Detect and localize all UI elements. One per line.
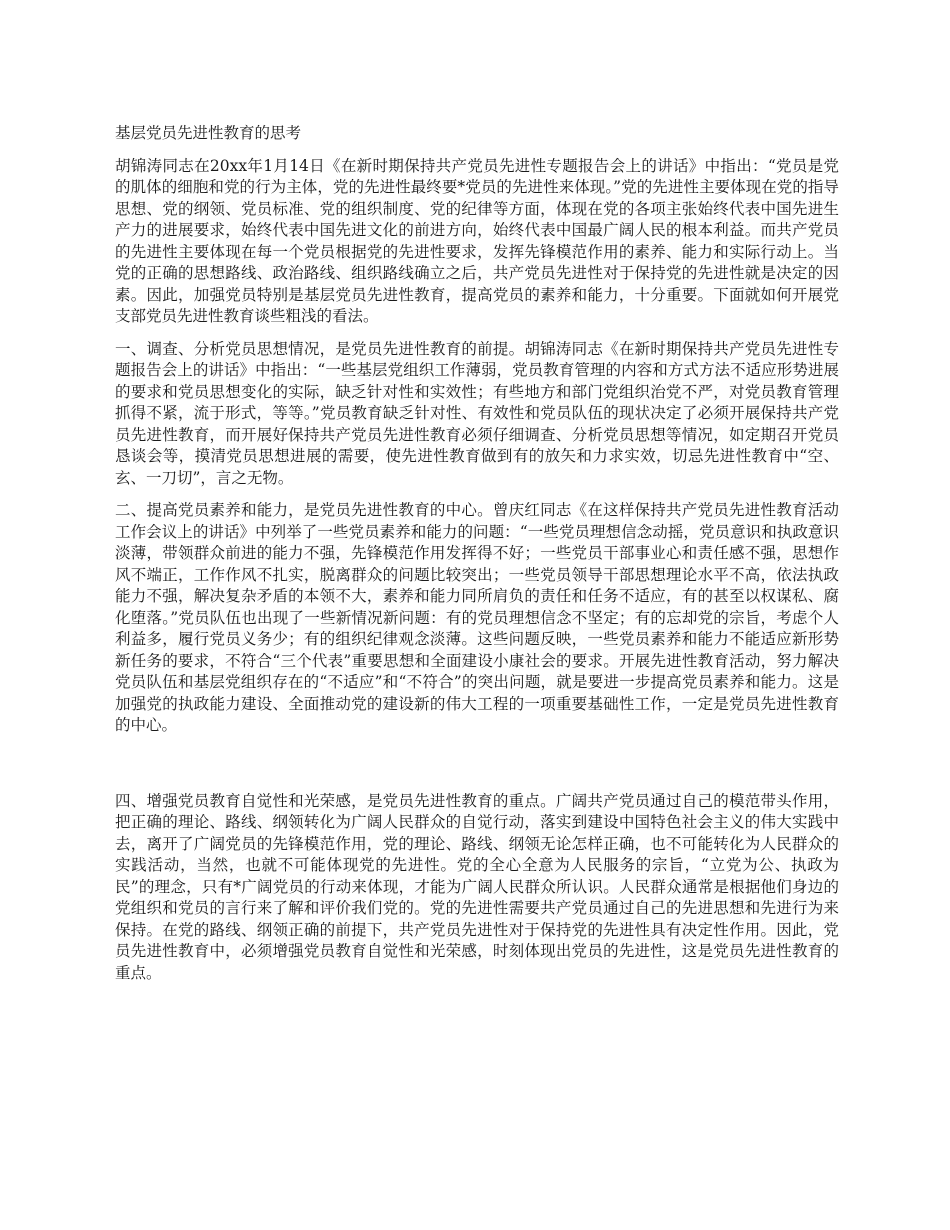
paragraph-section-2: 二、提高党员素养和能力，是党员先进性教育的中心。曾庆红同志《在这样保持共产党员先进性教育活动工作会议上的讲话》中列举了一些党员素养和能力的问题：“一些党员理想信念动摇，党员意识和执政意识淡薄，带领群众前进的能力不强，先锋模范作用发挥得不好；一些党员干部事业心和责任感不强，思想作风不端正，工作作风不扎实，脱离群众的问题比较突出；一些党员领导干部思想理论水平不高，依法执政能力不强，解决复杂矛盾的本领不大，素养和能力同所肩负的责任和任务不适应，有的甚至以权谋私、腐化堕落。”党员队伍也出现了一些新情况新问题：有的党员理想信念不坚定；有的忘却党的宗旨，考虑个人利益多，履行党员义务少；有的组织纪律观念淡薄。这些问题反映，一些党员素养和能力不能适应新形势新任务的要求，不符合“三个代表”重要思想和全面建设小康社会的要求。开展先进性教育活动，努力解决党员队伍和基层党组织存在的“不适应”和“不符合”的突出问题，就是要进一步提高党员素养和能力。这是加强党的执政能力建设、全面推动党的建设新的伟大工程的一项重要基础性工作，一定是党员先进性教育的中心。	[115, 501, 839, 734]
document-title: 基层党员先进性教育的思考	[115, 124, 302, 142]
document-body	[115, 123, 839, 995]
blank-gap	[115, 748, 839, 791]
paragraph-section-4: 四、增强党员教育自觉性和光荣感，是党员先进性教育的重点。广阔共产党员通过自己的模范带头作用，把正确的理论、路线、纲领转化为广阔人民群众的自觉行动，落实到建设中国特色社会主义的伟大实践中去，离开了广阔党员的先锋模范作用，党的理论、路线、纲领无论怎样正确，也不可能转化为人民群众的实践活动，当然，也就不可能体现党的先进性。党的全心全意为人民服务的宗旨，“立党为公、执政为民”的理念，只有*广阔党员的行动来体现，才能为广阔人民群众所认识。人民群众通常是根据他们身边的党组织和党员的言行来了解和评价我们党的。党的先进性需要共产党员通过自己的先进思想和先进行为来保持。在党的路线、纲领正确的前提下，共产党员先进性对于保持党的先进性具有决定性作用。因此，党员先进性教育中，必须增强党员教育自觉性和光荣感，时刻体现出党员的先进性，这是党员先进性教育的重点。	[115, 791, 839, 982]
paragraph-section-1: 一、调查、分析党员思想情况，是党员先进性教育的前提。胡锦涛同志《在新时期保持共产党员先进性专题报告会上的讲话》中指出：“一些基层党组织工作薄弱，党员教育管理的内容和方式方法不适应形势进展的要求和党员思想变化的实际，缺乏针对性和实效性；有些地方和部门党组织治党不严，对党员教育管理抓得不紧，流于形式，等等。”党员教育缺乏针对性、有效性和党员队伍的现状决定了必须开展保持共产党员先进性教育，而开展好保持共产党员先进性教育必须仔细调查、分析党员思想等情况，如定期召开党员恳谈会等，摸清党员思想进展的需要，使先进性教育做到有的放矢和力求实效，切忌先进性教育中“空、玄、一刀切”，言之无物。	[115, 339, 839, 487]
paragraph-intro: 胡锦涛同志在20xx年1月14日《在新时期保持共产党员先进性专题报告会上的讲话》中指出：“党员是党的肌体的细胞和党的行为主体，党的先进性最终要*党员的先进性来体现。”党的先进性主要体现在党的指导思想、党的纲领、党员标准、党的组织制度、党的纪律等方面，体现在党的各项主张始终代表中国先进生产力的进展要求，始终代表中国先进文化的前进方向，始终代表中国最广阔人民的根本利益。而共产党员的先进性主要体现在每一个党员根据党的先进性要求，发挥先锋模范作用的素养、能力和实际行动上。当党的正确的思想路线、政治路线、组织路线确立之后，共产党员先进性对于保持党的先进性就是决定的因素。因此，加强党员特别是基层党员先进性教育，提高党员的素养和能力，十分重要。下面就如何开展党支部党员先进性教育谈些粗浅的看法。	[115, 156, 839, 325]
